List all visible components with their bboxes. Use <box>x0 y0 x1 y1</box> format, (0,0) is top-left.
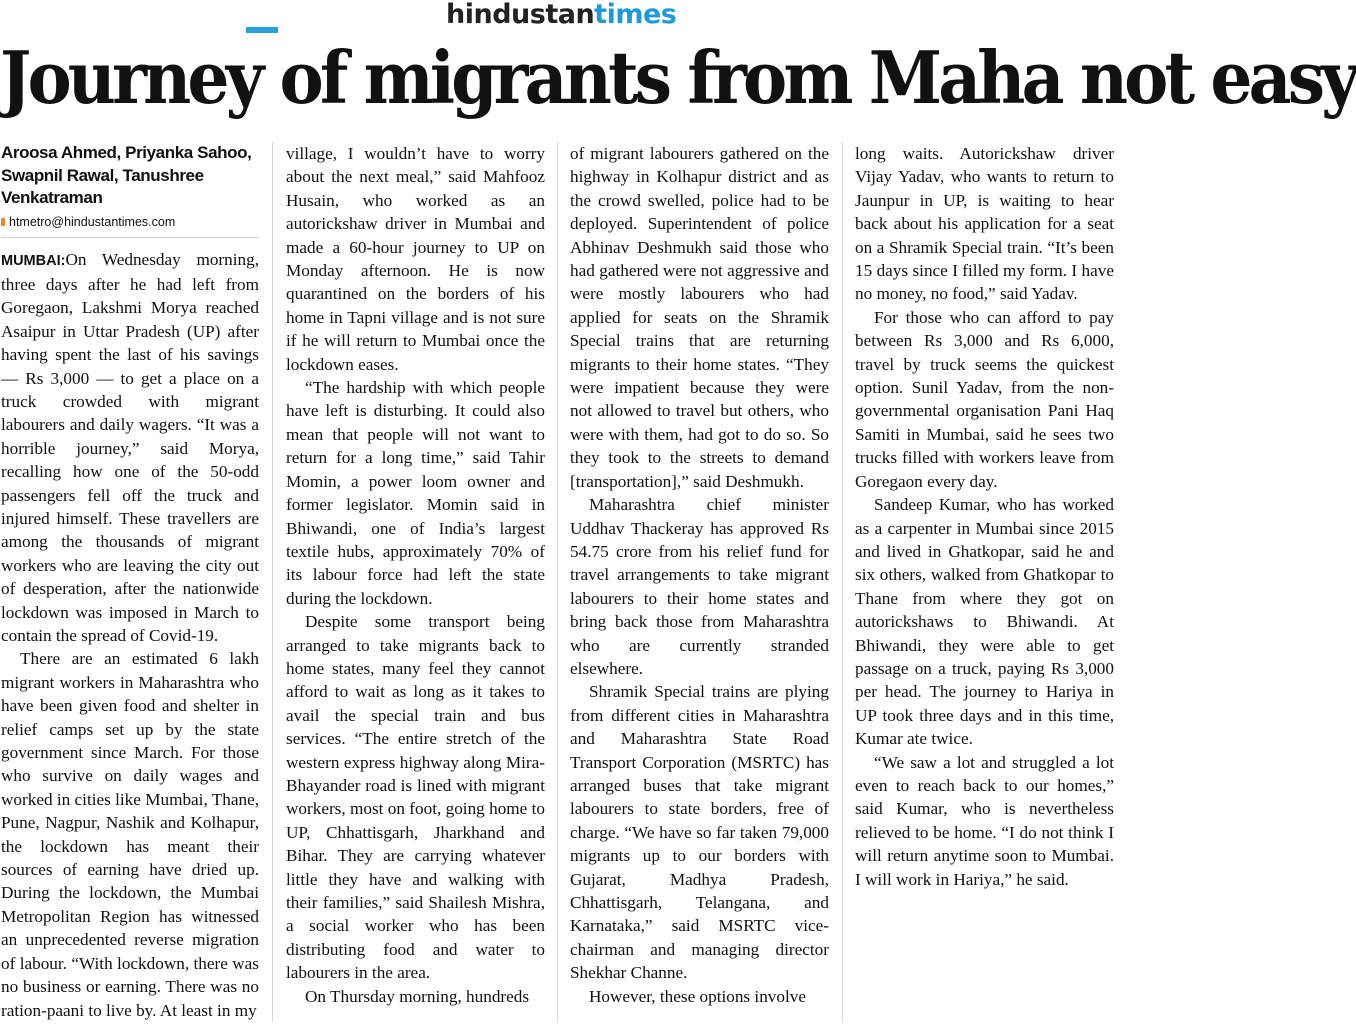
paragraph: On Thursday morning, hundreds <box>305 986 530 1006</box>
article-column-4 <box>855 142 1114 891</box>
paragraph: Maharashtra chief minister Uddhav Thackeray has approved Rs 54.75 crore from his relief fund for travel arrangements to take migrant labourers to their home states and bring back those from Maharashtra who are currently stranded elsewhere. <box>570 495 829 678</box>
paragraph-text: On Wednesday morning, three days after he had left from Goregaon, Lakshmi Morya reached Asaipur in Uttar Pradesh (UP) after having spent the last of his savings — Rs 3,000 — to get a place on a truck crowded with migrant labourers and daily wagers. “It was a horrible journey,” said Morya, recalling how one of the 50-odd passengers fell off the truck and injured himself. These travellers are among the thousands of migrant workers who are leaving the city out of desperation, after the nationwide lockdown was imposed in March to contain the spread of Covid-19. <box>1 249 259 645</box>
column-divider <box>557 142 558 1022</box>
paragraph: However, these options involve <box>589 986 806 1006</box>
bullet-icon <box>1 218 5 226</box>
column-divider <box>842 142 843 1022</box>
headline: Journey of migrants from Maha not easy <box>0 35 1356 120</box>
paragraph: “We saw a lot and struggled a lot even to reach back to our homes,” said Kumar, who is nevertheless relieved to be home. “I do not think I will return anytime soon to Mumbai. I will work in Hariya,” he said. <box>855 752 1114 889</box>
masthead-brand-part1: hindustan <box>446 0 595 30</box>
masthead-brand-part2: times <box>594 0 677 30</box>
column-divider <box>272 142 273 1022</box>
masthead-logo <box>446 0 676 30</box>
article-column-1 <box>1 142 259 1022</box>
article-column-3 <box>570 142 829 1008</box>
paragraph-continued: of migrant labourers gathered on the highway in Kolhapur district and as the crowd swelled, police had to be deployed. Superintendent of police Abhinav Deshmukh said those who had gathered were not aggressive and were mostly labourers who had applied for seats on the Shramik Special trains that are returning migrants to their home states. “They were impatient because they were not allowed to travel but others, who were with them, had got to do so. So they took to the streets to demand [transportation],” said Deshmukh. <box>570 144 829 491</box>
paragraph: “The hardship with which people have left is disturbing. It could also mean that people will not want to return for a long time,” said Tahir Momin, a power loom owner and former legislator. Momin said in Bhiwandi, one of India’s largest textile hubs, approximately 70% of its labour force had left the state during the lockdown. <box>286 378 545 608</box>
paragraph: There are an estimated 6 lakh migrant workers in Maharashtra who have been given food and shelter in relief camps set up by the state government since March. For those who survive on daily wages and worked in cities like Mumbai, Thane, Pune, Nagpur, Nashik and Kolhapur, the lockdown has meant their sources of earning have dried up. During the lockdown, the Mumbai Metropolitan Region has witnessed an unprecedented reverse migration of labour. “With lockdown, there was no business or earning. There was no ration-paani to live by. At least in my <box>1 649 259 1020</box>
paragraph: Despite some transport being arranged to take migrants back to home states, many feel they cannot afford to wait as long as it takes to avail the special train and bus services. “The entire stretch of the western express highway along Mira-Bhayander road is lined with migrant workers, most on foot, going home to UP, Chhattisgarh, Jharkhand and Bihar. They are carrying whatever little they have and walking with their families,” said Shailesh Mishra, a social worker who has been distributing food and water to labourers in the area. <box>286 612 545 983</box>
paragraph: For those who can afford to pay between Rs 3,000 and Rs 6,000, travel by truck seems the quickest option. Sunil Yadav, from the non-governmental organisation Pani Haq Samiti in Mumbai, said he sees two trucks filled with workers leave from Goregaon every day. <box>855 307 1114 491</box>
author-email-row <box>1 213 259 238</box>
paragraph-continued: long waits. Autorickshaw driver Vijay Yadav, who wants to return to Jaunpur in UP, is waiting to hear back about his application for a seat on a Shramik Special train. “It’s been 15 days since I filled my form. I have no money, no food,” said Yadav. <box>855 144 1114 304</box>
paragraph-continued: village, I wouldn’t have to worry about the next meal,” said Mahfooz Husain, who worked as an autorickshaw driver in Mumbai and made a 60-hour journey to UP on Monday afternoon. He is now quarantined on the borders of his home in Tapni village and is not sure if he will return to Mumbai once the lockdown eases. <box>286 144 545 374</box>
author-email[interactable]: htmetro@hindustantimes.com <box>9 214 176 229</box>
paragraph: Sandeep Kumar, who has worked as a carpenter in Mumbai since 2015 and lived in Ghatkopar, said he and six others, walked from Ghatkopar to Thane from where they got on autorickshaws to Bhiwandi. At Bhiwandi, they were able to get passage on a truck, paying Rs 3,000 per head. The journey to Hariya in UP took three days and in this time, Kumar ate twice. <box>855 495 1114 749</box>
paragraph <box>1 248 259 648</box>
dateline: MUMBAI: <box>1 252 66 269</box>
paragraph: Shramik Special trains are plying from different cities in Maharashtra and Maharashtra State Road Transport Corporation (MSRTC) has arranged buses that take migrant labourers to state borders, free of charge. “We have so far taken 79,000 migrants up to our borders with Gujarat, Madhya Pradesh, Chhattisgarh, Telangana, and Karnataka,” said MSRTC vice-chairman and managing director Shekhar Channe. <box>570 682 829 983</box>
article-column-2 <box>286 142 545 1008</box>
byline: Aroosa Ahmed, Priyanka Sahoo, Swapnil Rawal, Tanushree Venkatraman <box>1 143 252 207</box>
